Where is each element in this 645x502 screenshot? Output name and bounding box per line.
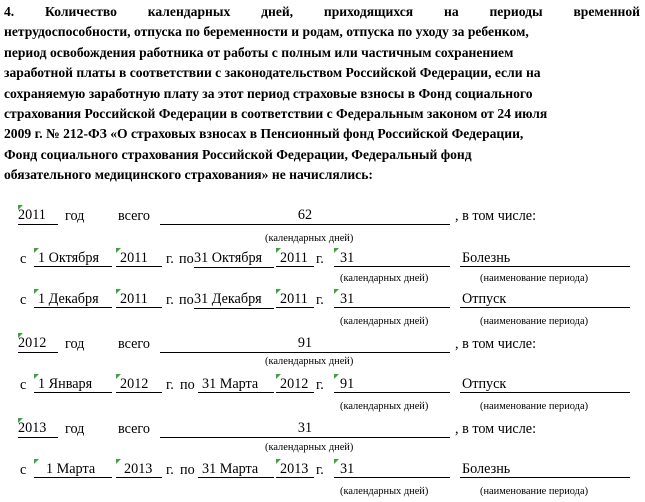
to-label: по xyxy=(180,462,195,478)
heading-line: сохраняемую заработную плату за этот период страховые взносы в Фонд социального xyxy=(4,85,533,101)
heading-line: заработной платы в соответствии с законодательством Российской Федерации, если на xyxy=(4,65,541,81)
heading-line: обязательного медицинского страхования» не начислялись: xyxy=(4,167,373,183)
days-caption: (календарных дней) xyxy=(340,273,429,284)
heading-line: 2009 г. № 212-ФЗ «О страховых взносах в Пенсионный фонд Российской Федерации, xyxy=(4,126,524,142)
year-abbr-label: г. xyxy=(316,377,324,393)
to-label: по xyxy=(180,377,195,393)
period-name-caption: (наименование периода) xyxy=(480,401,589,412)
total-days-field[interactable]: 31 xyxy=(160,420,450,438)
to-year-field[interactable]: 2011 xyxy=(276,250,314,267)
days-caption: (календарных дней) xyxy=(340,401,429,412)
year-abbr-label: г. xyxy=(166,292,174,308)
year-field[interactable]: 2013 xyxy=(18,420,58,438)
period-days-field[interactable]: 31 xyxy=(334,461,450,478)
period-name-caption: (наименование периода) xyxy=(480,273,589,284)
year-field[interactable]: 2012 xyxy=(18,335,58,353)
year-abbr-label: г. xyxy=(166,462,174,478)
from-year-field[interactable]: 2011 xyxy=(116,250,162,267)
year-abbr-label: г. xyxy=(316,251,324,267)
from-date-field[interactable]: 1 Октября xyxy=(34,250,112,267)
including-label: , в том числе: xyxy=(455,208,537,224)
total-label: всего xyxy=(118,421,150,437)
total-label: всего xyxy=(118,208,150,224)
period-name-field[interactable]: Болезнь xyxy=(460,461,630,478)
to-year-field[interactable]: 2012 xyxy=(276,376,314,393)
days-caption: (календарных дней) xyxy=(265,442,354,453)
from-label: с xyxy=(20,377,27,393)
including-label: , в том числе: xyxy=(455,336,537,352)
days-caption: (календарных дней) xyxy=(340,486,429,497)
heading-line: Фонд социального страхования Российской Федерации, Федеральный фонд xyxy=(4,146,472,162)
including-label: , в том числе: xyxy=(455,421,537,437)
year-label: год xyxy=(65,336,85,352)
heading-line: страхования Российской Федерации в соответствии с Федеральным законом от 24 июля xyxy=(4,106,548,122)
from-label: с xyxy=(20,462,27,478)
total-days-field[interactable]: 91 xyxy=(160,335,450,353)
to-label: по xyxy=(179,251,194,267)
period-days-field[interactable]: 91 xyxy=(334,376,450,393)
year-label: год xyxy=(65,208,85,224)
heading-line: период освобождения работника от работы с полным или частичным сохранением xyxy=(4,44,514,60)
total-label: всего xyxy=(118,336,150,352)
from-year-field[interactable]: 2013 xyxy=(116,461,162,478)
total-days-field[interactable]: 62 xyxy=(160,207,450,225)
from-year-field[interactable]: 2012 xyxy=(116,376,162,393)
year-abbr-label: г. xyxy=(166,251,174,267)
to-date-field[interactable]: 31 Октября xyxy=(194,250,274,268)
to-date-field[interactable]: 31 Декабря xyxy=(194,291,274,309)
heading-line: нетрудоспособности, отпуска по беременности и родам, отпуска по уходу за ребенком, xyxy=(4,24,529,40)
to-date-field[interactable]: 31 Марта xyxy=(198,376,274,393)
section-heading xyxy=(4,2,640,186)
to-date-field[interactable]: 31 Марта xyxy=(198,461,274,478)
period-days-field[interactable]: 31 xyxy=(334,291,450,308)
from-year-field[interactable]: 2011 xyxy=(116,291,162,308)
from-label: с xyxy=(20,292,27,308)
from-date-field[interactable]: 1 Марта xyxy=(34,461,112,478)
days-caption: (календарных дней) xyxy=(340,316,429,327)
year-abbr-label: г. xyxy=(316,462,324,478)
days-caption: (календарных дней) xyxy=(265,356,354,367)
from-date-field[interactable]: 1 Января xyxy=(34,376,112,393)
heading-line: 4. Количество календарных дней, приходящихся на периоды временной xyxy=(4,4,640,19)
year-abbr-label: г. xyxy=(166,377,174,393)
from-label: с xyxy=(20,251,27,267)
to-year-field[interactable]: 2011 xyxy=(276,291,314,308)
year-field[interactable]: 2011 xyxy=(18,207,58,225)
period-days-field[interactable]: 31 xyxy=(334,250,450,267)
year-label: год xyxy=(65,421,85,437)
period-name-field[interactable]: Болезнь xyxy=(460,250,630,267)
period-name-caption: (наименование периода) xyxy=(480,316,589,327)
to-year-field[interactable]: 2013 xyxy=(276,461,314,478)
days-caption: (календарных дней) xyxy=(265,233,354,244)
year-abbr-label: г. xyxy=(316,292,324,308)
from-date-field[interactable]: 1 Декабря xyxy=(34,291,112,308)
period-name-caption: (наименование периода) xyxy=(480,486,589,497)
period-name-field[interactable]: Отпуск xyxy=(460,291,630,308)
period-name-field[interactable]: Отпуск xyxy=(460,376,630,393)
to-label: по xyxy=(179,292,194,308)
